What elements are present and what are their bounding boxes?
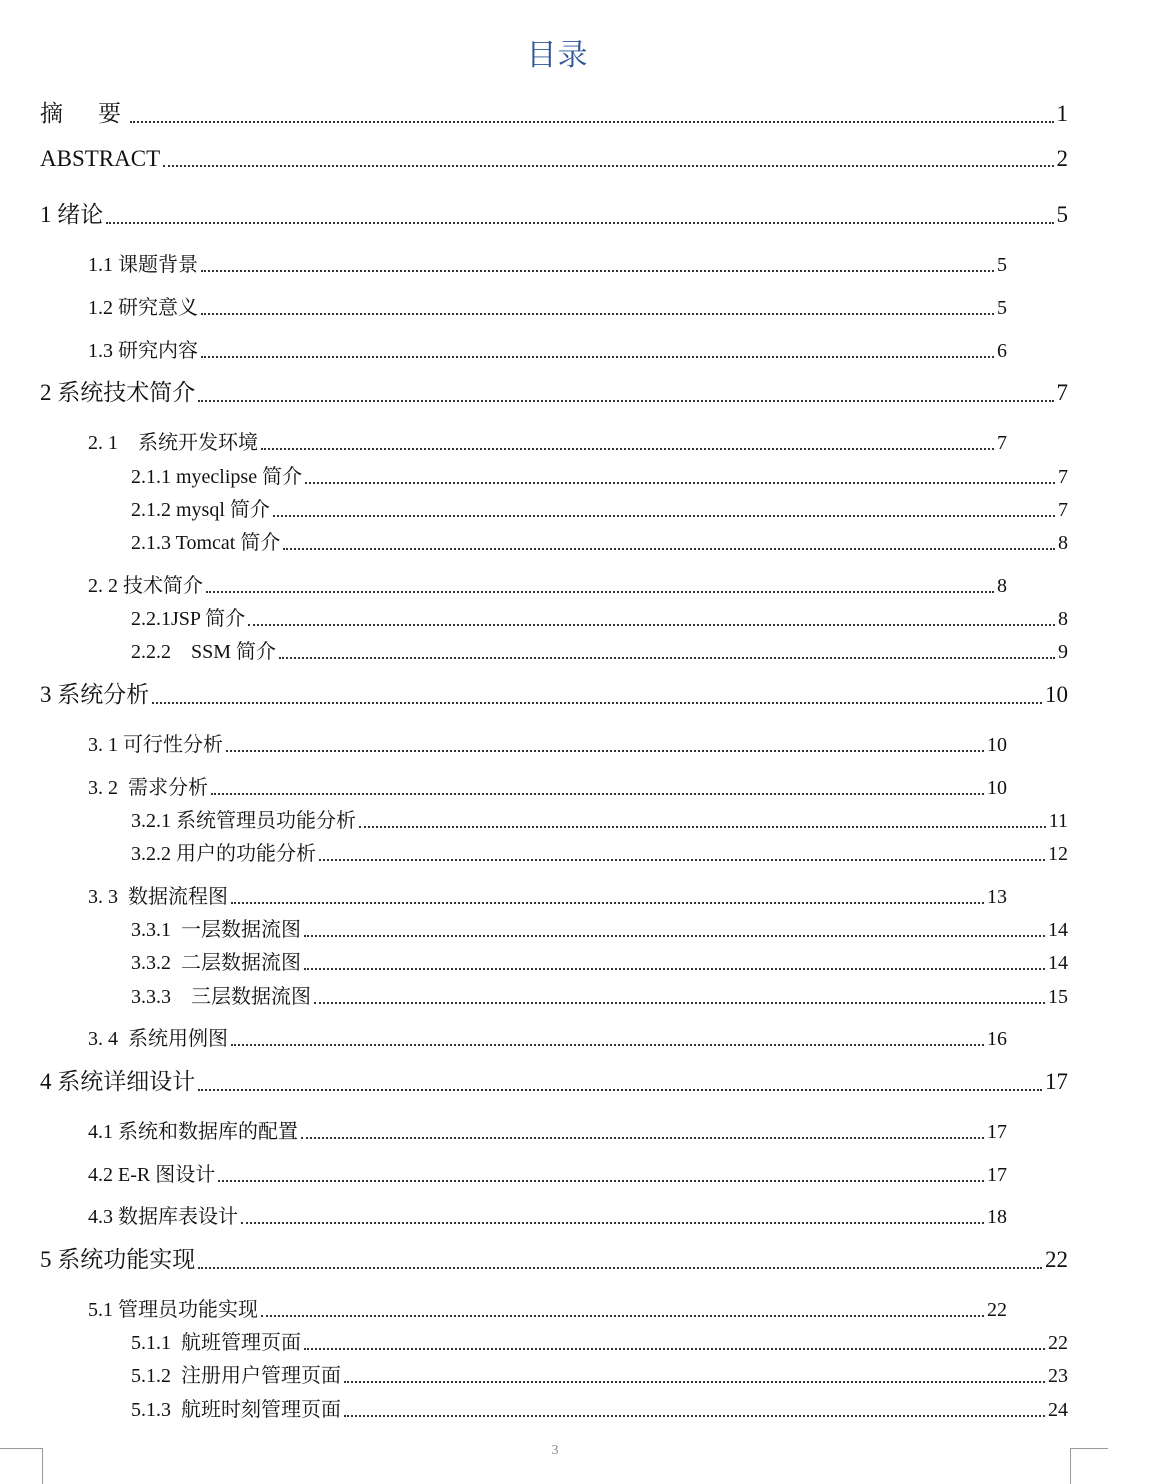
toc-entry-page: 22 — [987, 1299, 1007, 1321]
toc-leader-dots — [301, 1137, 984, 1139]
toc-entry-label: 5.1.2 注册用户管理页面 — [131, 1365, 341, 1387]
toc-entry[interactable] — [88, 291, 1007, 320]
toc-entry-label: 4.1 系统和数据库的配置 — [88, 1121, 298, 1143]
toc-entry-page: 7 — [997, 432, 1007, 454]
toc-entry[interactable] — [40, 146, 1068, 172]
toc-leader-dots — [261, 448, 994, 450]
toc-entry-page: 14 — [1048, 952, 1068, 974]
toc-entry-label: 2.1.3 Tomcat 简介 — [131, 532, 281, 554]
toc-entry-label: 2.1.1 myeclipse 简介 — [131, 466, 303, 488]
toc-entry[interactable] — [131, 837, 1068, 866]
toc-entry-label: 1.2 研究意义 — [88, 297, 198, 319]
toc-entry[interactable] — [131, 460, 1068, 489]
toc-entry-label: 4.2 E-R 图设计 — [88, 1164, 216, 1186]
toc-entry-page: 22 — [1045, 1247, 1068, 1272]
crop-mark-left — [0, 1448, 43, 1484]
toc-entry[interactable] — [88, 1158, 1007, 1187]
toc-leader-dots — [198, 400, 1053, 402]
toc-leader-dots — [231, 902, 984, 904]
toc-entry[interactable] — [88, 1115, 1007, 1144]
toc-leader-dots — [226, 750, 984, 752]
toc-leader-dots — [201, 313, 994, 315]
toc-leader-dots — [130, 121, 1054, 123]
toc-entry[interactable] — [40, 95, 1068, 128]
toc-entry-page: 5 — [1056, 202, 1068, 227]
toc-entry[interactable] — [88, 334, 1007, 363]
toc-leader-dots — [201, 356, 994, 358]
toc-leader-dots — [304, 968, 1045, 970]
toc-entry[interactable] — [131, 602, 1068, 631]
toc-entry[interactable] — [88, 569, 1007, 598]
toc-entry-page: 13 — [987, 886, 1007, 908]
toc-entry[interactable] — [40, 1241, 1068, 1274]
toc-entry[interactable] — [40, 196, 1068, 229]
toc-entry-page: 24 — [1048, 1399, 1068, 1421]
toc-entry[interactable] — [131, 1359, 1068, 1388]
toc-entry-page: 18 — [987, 1206, 1007, 1228]
toc-entry-page: 7 — [1056, 380, 1068, 405]
toc-entry-label: 3 系统分析 — [40, 682, 150, 707]
toc-entry-label: 2.2.2 SSM 简介 — [131, 641, 277, 663]
toc-entry-label: 5.1 管理员功能实现 — [88, 1299, 258, 1321]
toc-leader-dots — [201, 270, 994, 272]
toc-leader-dots — [359, 826, 1046, 828]
crop-mark-right — [1070, 1448, 1108, 1484]
toc-entry-page: 7 — [1058, 499, 1068, 521]
toc-entry-label: 2. 1 系统开发环境 — [88, 432, 258, 454]
toc-entry-label: 3.3.1 一层数据流图 — [131, 919, 301, 941]
toc-leader-dots — [211, 793, 984, 795]
toc-entry-page: 14 — [1048, 919, 1068, 941]
toc-entry-label: 1.3 研究内容 — [88, 340, 198, 362]
toc-entry[interactable] — [131, 913, 1068, 942]
toc-entry-label: 3.2.1 系统管理员功能分析 — [131, 810, 356, 832]
toc-entry-page: 17 — [987, 1164, 1007, 1186]
toc-entry-page: 17 — [1045, 1069, 1068, 1094]
toc-entry[interactable] — [131, 635, 1068, 664]
toc-leader-dots — [198, 1089, 1042, 1091]
toc-entry[interactable] — [88, 1200, 1007, 1229]
toc-entry-label: 1 绪论 — [40, 202, 104, 227]
toc-entry[interactable] — [88, 771, 1007, 800]
toc-leader-dots — [198, 1267, 1042, 1269]
toc-entry-label: 4.3 数据库表设计 — [88, 1206, 238, 1228]
toc-leader-dots — [304, 935, 1045, 937]
toc-entry-label: 3. 3 数据流程图 — [88, 886, 228, 908]
toc-entry-page: 23 — [1048, 1365, 1068, 1387]
toc-entry-label: 2. 2 技术简介 — [88, 575, 203, 597]
toc-title: 目录 — [526, 39, 589, 72]
toc-entry[interactable] — [131, 804, 1068, 833]
toc-entry[interactable] — [40, 1063, 1068, 1096]
toc-entry-page: 15 — [1048, 986, 1068, 1008]
toc-entry[interactable] — [131, 493, 1068, 522]
toc-leader-dots — [231, 1044, 984, 1046]
toc-entry-page: 8 — [1058, 608, 1068, 630]
toc-entry[interactable] — [131, 980, 1068, 1009]
toc-entry-label: 2.2.1JSP 简介 — [131, 608, 246, 630]
toc-leader-dots — [314, 1002, 1045, 1004]
toc-leader-dots — [106, 222, 1053, 224]
toc-entry-page: 8 — [1058, 532, 1068, 554]
toc-entry-page: 6 — [997, 340, 1007, 362]
toc-entry-label: 摘 要 — [40, 101, 127, 126]
toc-entry-page: 10 — [987, 734, 1007, 756]
toc-entry-label: 3.3.3 三层数据流图 — [131, 986, 311, 1008]
toc-leader-dots — [279, 657, 1055, 659]
toc-entry-label: 5.1.1 航班管理页面 — [131, 1332, 301, 1354]
toc-leader-dots — [261, 1315, 984, 1317]
toc-entry-page: 10 — [1045, 682, 1068, 707]
toc-entry[interactable] — [88, 248, 1007, 277]
toc-entry[interactable] — [131, 526, 1068, 555]
toc-entry-label: 2 系统技术简介 — [40, 380, 196, 405]
toc-entry[interactable] — [88, 426, 1007, 455]
toc-entry-label: 3. 1 可行性分析 — [88, 734, 223, 756]
toc-entry-label: 4 系统详细设计 — [40, 1069, 196, 1094]
toc-entry[interactable] — [88, 880, 1007, 909]
toc-entry-label: ABSTRACT — [40, 146, 161, 171]
toc-entry-label: 3.2.2 用户的功能分析 — [131, 843, 316, 865]
toc-entry-label: 1.1 课题背景 — [88, 254, 198, 276]
toc-entry[interactable] — [40, 676, 1068, 709]
toc-entry-label: 5.1.3 航班时刻管理页面 — [131, 1399, 341, 1421]
toc-entry[interactable] — [131, 1326, 1068, 1355]
toc-leader-dots — [218, 1180, 984, 1182]
toc-entry-label: 3. 2 需求分析 — [88, 777, 208, 799]
toc-entry-page: 2 — [1056, 146, 1068, 171]
toc-leader-dots — [248, 624, 1055, 626]
toc-leader-dots — [241, 1222, 984, 1224]
toc-entry-page: 17 — [987, 1121, 1007, 1143]
toc-entry-label: 2.1.2 mysql 简介 — [131, 499, 270, 521]
toc-leader-dots — [163, 165, 1053, 167]
toc-leader-dots — [283, 548, 1055, 550]
toc-entry[interactable] — [88, 1022, 1007, 1051]
toc-leader-dots — [344, 1381, 1045, 1383]
toc-leader-dots — [319, 859, 1045, 861]
toc-entry[interactable] — [88, 728, 1007, 757]
toc-entry-page: 8 — [997, 575, 1007, 597]
toc-entry-page: 10 — [987, 777, 1007, 799]
toc-leader-dots — [304, 1348, 1045, 1350]
toc-entry[interactable] — [131, 946, 1068, 975]
toc-entry[interactable] — [40, 374, 1068, 407]
toc-leader-dots — [273, 515, 1055, 517]
toc-leader-dots — [152, 702, 1042, 704]
toc-entry-page: 7 — [1058, 466, 1068, 488]
toc-entry-page: 16 — [987, 1028, 1007, 1050]
toc-leader-dots — [305, 482, 1055, 484]
toc-entry-label: 3.3.2 二层数据流图 — [131, 952, 301, 974]
toc-entry-page: 5 — [997, 297, 1007, 319]
toc-entry-page: 22 — [1048, 1332, 1068, 1354]
toc-leader-dots — [206, 591, 994, 593]
toc-entry-page: 12 — [1048, 843, 1068, 865]
toc-entry-page: 11 — [1048, 810, 1068, 832]
toc-leader-dots — [344, 1415, 1045, 1417]
toc-entry[interactable] — [131, 1393, 1068, 1422]
toc-entry-page: 5 — [997, 254, 1007, 276]
toc-entry-label: 3. 4 系统用例图 — [88, 1028, 228, 1050]
toc-entry-page: 1 — [1056, 101, 1068, 126]
toc-entry-label: 5 系统功能实现 — [40, 1247, 196, 1272]
page-number: 3 — [551, 1443, 559, 1458]
toc-entry-page: 9 — [1058, 641, 1068, 663]
toc-entry[interactable] — [88, 1293, 1007, 1322]
